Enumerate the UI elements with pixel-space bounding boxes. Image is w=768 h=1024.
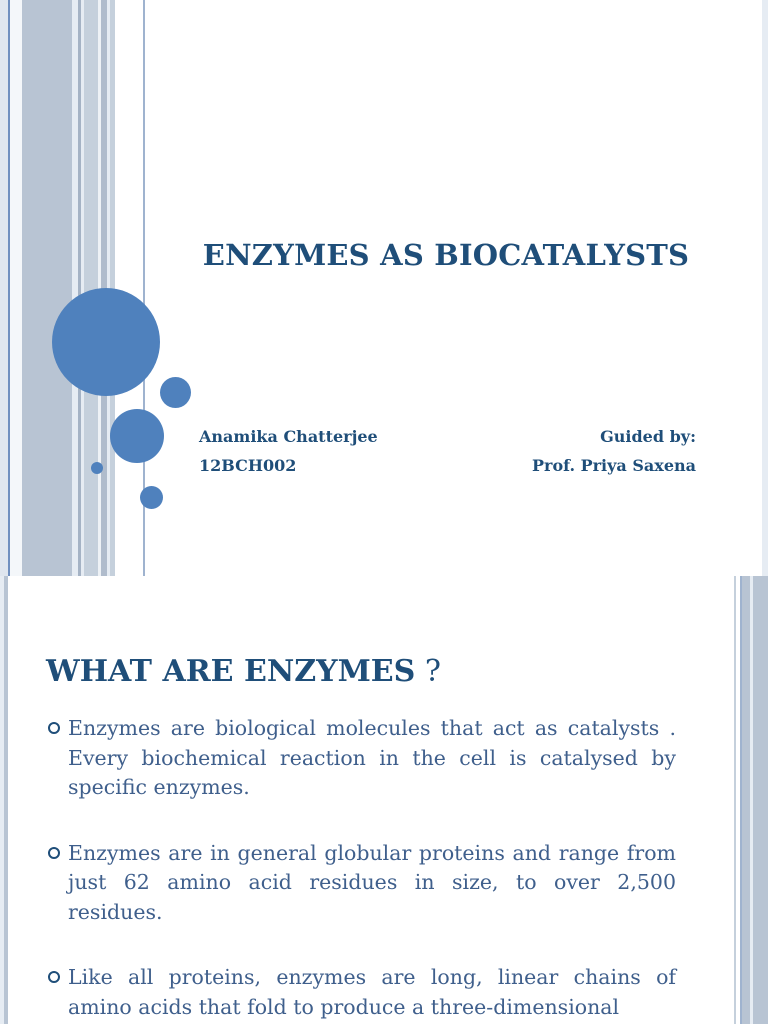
bullet-text: Enzymes are in general globular proteins and range from just 62 amino acid residues in size, to over 2,500 residues. [68,840,676,924]
decorative-circle-small-2 [140,486,163,509]
guide-label: Guided by: [600,427,696,446]
decorative-circle-medium [110,409,164,463]
hollow-circle-bullet-icon [48,722,60,734]
decorative-circle-tiny [91,462,103,474]
decorative-circle-large [52,288,160,396]
list-item [46,839,676,928]
guide-name: Prof. Priya Saxena [532,456,696,475]
heading-text: WHAT ARE ENZYMES [46,654,416,689]
heading-suffix: ? [415,654,441,689]
bullet-text: Like all proteins, enzymes are long, linear chains of amino acids that fold to produce a three-dimensional [68,965,676,1019]
decorative-circle-small [160,377,191,408]
author-block [199,422,378,480]
content-slide [0,576,768,1024]
list-item [46,963,676,1022]
slide-heading [46,654,441,689]
bullet-text: Enzymes are biological molecules that act as catalysts . Every biochemical reaction in the cell is catalysed by specific enzymes. [68,716,676,799]
slide-title: ENZYMES AS BIOCATALYSTS [202,238,690,272]
guide-block [532,422,696,480]
author-id: 12BCH002 [199,456,297,475]
bullet-list [46,714,676,1024]
list-item [46,714,676,803]
hollow-circle-bullet-icon [48,847,60,859]
author-name: Anamika Chatterjee [199,427,378,446]
hollow-circle-bullet-icon [48,971,60,983]
